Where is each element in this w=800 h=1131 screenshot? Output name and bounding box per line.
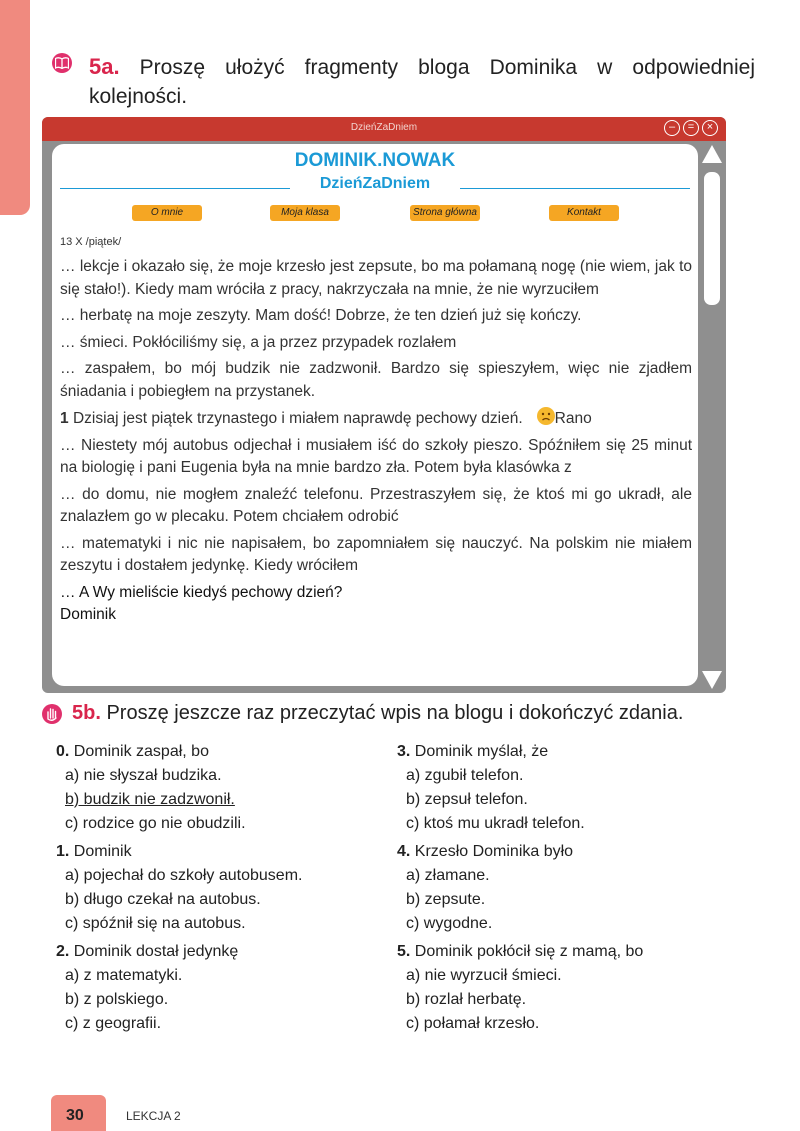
question-1: [56, 840, 386, 936]
option-a[interactable]: a) z matematyki.: [65, 967, 183, 984]
option-c[interactable]: c) z geografii.: [65, 1015, 162, 1032]
exercise-5a-heading: [55, 52, 755, 111]
scroll-down-arrow-icon[interactable]: [702, 671, 722, 689]
blog-fragment: … matematyki i nic nie napisałem, bo zapomniałem się nauczyć. Na polskim nie miałem zeszytu i dostałem jedynkę. Kiedy wróciłem: [60, 534, 692, 574]
maximize-icon[interactable]: =: [683, 120, 699, 136]
blog-fragment: … do domu, nie mogłem znaleźć telefonu. Przestraszyłem się, że ktoś mi go ukradł, ale znalazłem go w plecaku. Potem chciałem odrobić: [60, 485, 692, 525]
sad-face-icon: [537, 407, 555, 425]
question-number: 4.: [397, 843, 411, 860]
blog-signature: Dominik: [60, 606, 116, 623]
fragment-tail: Rano: [554, 410, 592, 427]
exercise-5b-heading: [72, 702, 683, 725]
question-number: 2.: [56, 943, 70, 960]
window-title-bar: [42, 117, 726, 141]
exercise-5b-number: 5b.: [72, 702, 101, 724]
option-a[interactable]: a) złamane.: [406, 867, 490, 884]
option-b[interactable]: b) z polskiego.: [65, 991, 169, 1008]
option-a[interactable]: a) pojechał do szkoły autobusem.: [65, 867, 303, 884]
post-date: 13 X /piątek/: [60, 236, 122, 248]
lesson-label: LEKCJA 2: [126, 1109, 181, 1123]
blog-fragment-first: [60, 407, 692, 431]
questions-left-column: [56, 740, 386, 1040]
blog-page: [52, 144, 698, 686]
question-4: [397, 840, 727, 936]
question-number: 5.: [397, 943, 411, 960]
question-text: Dominik zaspał, bo: [73, 743, 209, 760]
option-a[interactable]: a) nie słyszał budzika.: [65, 767, 222, 784]
close-icon[interactable]: ×: [702, 120, 718, 136]
option-c[interactable]: c) rodzice go nie obudzili.: [65, 815, 246, 832]
option-c[interactable]: c) ktoś mu ukradł telefon.: [406, 815, 585, 832]
blog-fragment-closing: … A Wy mieliście kiedyś pechowy dzień?: [60, 583, 343, 601]
question-3: [397, 740, 727, 836]
page-number: 30: [66, 1107, 84, 1124]
option-b-answer[interactable]: b) budzik nie zadzwonił.: [65, 791, 235, 808]
question-number: 0.: [56, 743, 70, 760]
blog-fragment: … śmieci. Pokłóciliśmy się, a ja przez przypadek rozlałem: [60, 333, 457, 351]
side-tab: [0, 0, 30, 215]
option-b[interactable]: b) zepsuł telefon.: [406, 791, 528, 808]
exercise-5a-number: 5a.: [89, 54, 120, 79]
option-c[interactable]: c) spóźnił się na autobus.: [65, 915, 246, 932]
question-text: Dominik myślał, że: [414, 743, 549, 760]
question-0: [56, 740, 386, 836]
blog-fragment: … herbatę na moje zeszyty. Mam dość! Dobrze, że ten dzień już się kończy.: [60, 307, 582, 324]
blog-fragment: … zaspałem, bo mój budzik nie zadzwonił. Bardzo się spieszyłem, więc nie zjadłem śniadania i pobiegłem na przystanek.: [60, 360, 692, 400]
blog-fragment: … Niestety mój autobus odjechał i musiałem iść do szkoły pieszo. Spóźniłem się 25 minut na biologię i pani Eugenia była na mnie bardzo zła. Potem była klasówka z: [60, 436, 692, 476]
blog-name: DOMINIK.NOWAK: [294, 150, 456, 171]
scrollbar-thumb[interactable]: [704, 172, 720, 305]
scroll-up-arrow-icon[interactable]: [702, 145, 722, 163]
option-a[interactable]: a) zgubił telefon.: [406, 767, 524, 784]
option-b[interactable]: b) zepsute.: [406, 891, 486, 908]
window-controls: [664, 120, 718, 136]
hand-icon: [42, 704, 62, 724]
fragment-number: 1: [60, 410, 69, 427]
blog-subtitle: DzieńZaDniem: [319, 175, 431, 192]
question-text: Dominik dostał jedynkę: [73, 943, 239, 960]
question-text: Dominik: [73, 843, 132, 860]
blog-window: [42, 117, 726, 693]
exercise-5a-instruction: Proszę ułożyć fragmenty bloga Dominika w odpowiedniej kolejności.: [89, 56, 755, 108]
exercise-5b-instruction: Proszę jeszcze raz przeczytać wpis na blogu i dokończyć zdania.: [106, 702, 684, 724]
nav-o-mnie[interactable]: O mnie: [132, 205, 202, 221]
question-number: 3.: [397, 743, 411, 760]
option-b[interactable]: b) rozlał herbatę.: [406, 991, 527, 1008]
option-c[interactable]: c) połamał krzesło.: [406, 1015, 540, 1032]
blog-post: [60, 256, 692, 631]
nav-strona-glowna[interactable]: Strona główna: [410, 205, 480, 221]
window-title: DzieńZaDniem: [350, 122, 418, 133]
question-5: [397, 940, 727, 1036]
question-text: Krzesło Dominika było: [414, 843, 574, 860]
minimize-icon[interactable]: –: [664, 120, 680, 136]
blog-fragment: … lekcje i okazało się, że moje krzesło jest zepsute, bo ma połamaną nogę (nie wiem, jak to się stało!). Kiedy mam wróciła z pracy, nakrzyczała na mnie, że nie wyrzuciłem: [60, 258, 692, 298]
question-text: Dominik pokłócił się z mamą, bo: [414, 943, 644, 960]
option-b[interactable]: b) długo czekał na autobus.: [65, 891, 261, 908]
option-a[interactable]: a) nie wyrzucił śmieci.: [406, 967, 562, 984]
blog-fragment-text: Dzisiaj jest piątek trzynastego i miałem naprawdę pechowy dzień.: [72, 410, 523, 427]
subtitle-line-right: [460, 188, 690, 189]
question-2: [56, 940, 386, 1036]
option-c[interactable]: c) wygodne.: [406, 915, 493, 932]
nav-kontakt[interactable]: Kontakt: [549, 205, 619, 221]
nav-moja-klasa[interactable]: Moja klasa: [270, 205, 340, 221]
questions-right-column: [397, 740, 727, 1040]
question-number: 1.: [56, 843, 70, 860]
